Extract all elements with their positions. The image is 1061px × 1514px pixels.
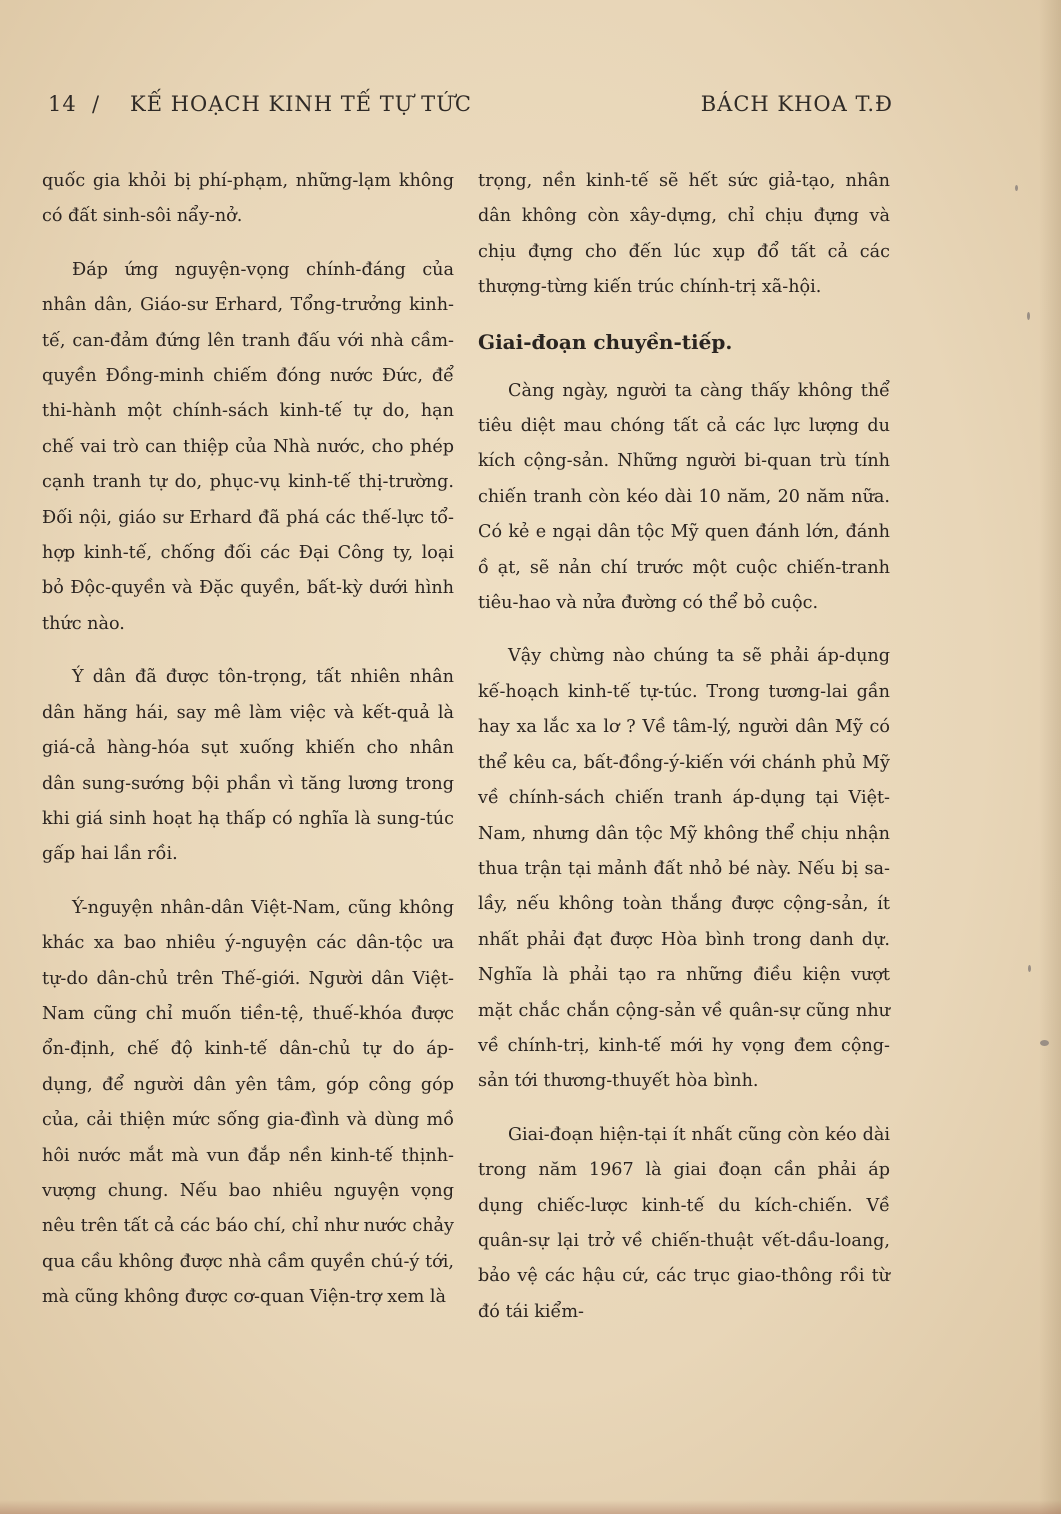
paper-speck [1028, 965, 1031, 972]
paragraph: Đáp ứng nguyện-vọng chính-đáng của nhân dân, Giáo-sư Erhard, Tổng-trưởng kinh-tế, can-đảm đứng lên tranh đấu với nhà cầm-quyền Đồng-minh chiếm đóng nước Đức, để thi-hành một chính-sách kinh-tế tự do, hạn chế vai trò can thiệp của Nhà nước, cho phép cạnh tranh tự do, phục-vụ kinh-tế thị-trường. Đối nội, giáo sư Erhard đã phá các thế-lực tổ-hợp kinh-tế, chống đối các Đại Công ty, loại bỏ Độc-quyền và Đặc quyền, bất-kỳ dưới hình thức nào. [42, 259, 454, 634]
paragraph: Giai-đoạn hiện-tại ít nhất cũng còn kéo dài trong năm 1967 là giai đoạn cần phải áp dụng chiếc-lược kinh-tế du kích-chiến. Về quân-sự lại trở về chiến-thuật vết-dầu-loang, bảo vệ các hậu cứ, các trục giao-thông rồi từ đó tái kiểm- [478, 1124, 890, 1322]
right-column [478, 164, 890, 1348]
paragraph: quốc gia khỏi bị phí-phạm, những-lạm không có đất sinh-sôi nẩy-nở. [42, 171, 454, 227]
journal-name: BÁCH KHOA T.Đ [700, 92, 893, 116]
paragraph: Vậy chừng nào chúng ta sẽ phải áp-dụng kế-hoạch kinh-tế tự-túc. Trong tương-lai gần hay xa lắc xa lơ ? Về tâm-lý, người dân Mỹ có thể kêu ca, bất-đồng-ý-kiến với chánh phủ Mỹ về chính-sách chiến tranh áp-dụng tại Việt-Nam, nhưng dân tộc Mỹ không thể chịu nhận thua trận tại mảnh đất nhỏ bé này. Nếu bị sa-lầy, nếu không toàn thắng được cộng-sản, ít nhất phải đạt được Hòa bình trong danh dự. Nghĩa là phải tạo ra những điều kiện vượt mặt chắc chắn cộng-sản về quân-sự cũng như về chính-trị, kinh-tế mới hy vọng đem cộng-sản tới thương-thuyết hòa bình. [478, 646, 890, 1092]
page-number: 14 [48, 92, 77, 116]
paper-speck [1040, 1040, 1049, 1046]
page-edge-shadow [1039, 0, 1061, 1514]
running-header [48, 92, 893, 124]
page-bottom-edge [0, 1500, 1061, 1514]
paper-speck [1015, 185, 1018, 191]
paper-speck [1027, 312, 1030, 320]
section-heading: Giai-đoạn chuyền-tiếp. [478, 329, 733, 354]
paragraph: Ý dân đã được tôn-trọng, tất nhiên nhân dân hăng hái, say mê làm việc và kết-quả là giá-cả hàng-hóa sụt xuống khiến cho nhân dân sung-sướng bội phần vì tăng lương trong khi giá sinh hoạt hạ thấp có nghĩa là sung-túc gấp hai lần rồi. [42, 667, 454, 865]
running-title: KẾ HOẠCH KINH TẾ TỰ TỨC [130, 92, 472, 116]
paragraph: trọng, nền kinh-tế sẽ hết sức giả-tạo, nhân dân không còn xây-dựng, chỉ chịu đựng và chịu đựng cho đến lúc xụp đổ tất cả các thượng-từng kiến trúc chính-trị xã-hội. [478, 171, 890, 298]
paragraph: Càng ngày, người ta càng thấy không thể tiêu diệt mau chóng tất cả các lực lượng du kích cộng-sản. Những người bi-quan trù tính chiến tranh còn kéo dài 10 năm, 20 năm nữa. Có kẻ e ngại dân tộc Mỹ quen đánh lớn, đánh ồ ạt, sẽ nản chí trước một cuộc chiến-tranh tiêu-hao và nửa đường có thể bỏ cuộc. [478, 380, 890, 614]
left-column [42, 164, 454, 1334]
header-separator: / [92, 92, 101, 116]
paragraph: Ý-nguyện nhân-dân Việt-Nam, cũng không khác xa bao nhiêu ý-nguyện các dân-tộc ưa tự-do dân-chủ trên Thế-giới. Người dân Việt-Nam cũng chỉ muốn tiền-tệ, thuế-khóa được ổn-định, chế độ kinh-tế dân-chủ tự do áp-dụng, để người dân yên tâm, góp công góp của, cải thiện mức sống gia-đình và dùng mồ hôi nước mắt mà vun đắp nền kinh-tế thịnh-vượng chung. Nếu bao nhiêu nguyện vọng nêu trên tất cả các báo chí, chỉ như nước chảy qua cầu không được nhà cầm quyền chú-ý tới, mà cũng không được cơ-quan Viện-trợ xem là [42, 897, 454, 1308]
